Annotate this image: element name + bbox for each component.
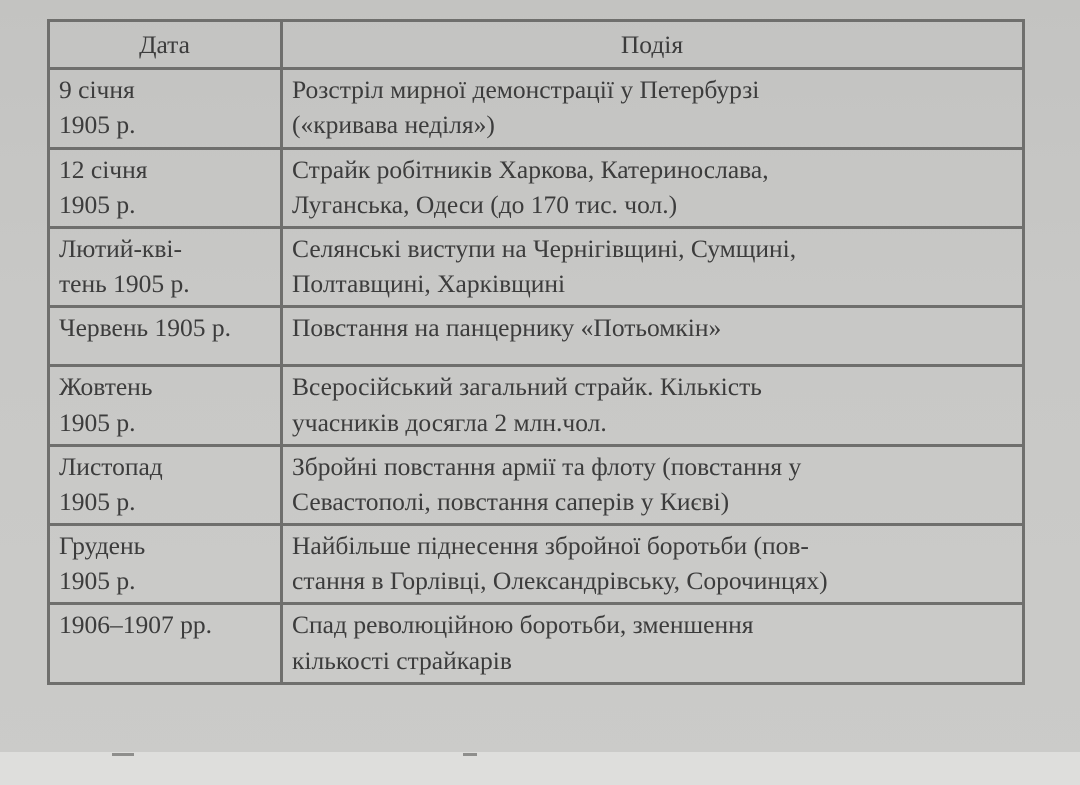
date-text-line: 1905 р. — [59, 566, 136, 596]
table-row — [49, 525, 1024, 604]
date-text-line: Листопад — [59, 451, 163, 481]
table-row — [49, 445, 1024, 524]
event-text-line: Повстання на панцернику «Потьомкін» — [292, 313, 722, 343]
date-text-line: тень 1905 р. — [59, 269, 190, 299]
event-text-line: Луганська, Одеси (до 170 тис. чол.) — [292, 189, 678, 219]
date-text-line: 1905 р. — [59, 486, 136, 516]
event-text-line: Полтавщині, Харківщині — [292, 269, 566, 299]
event-text-line: Спад революційною боротьби, зменшення — [292, 610, 754, 640]
event-cell — [282, 445, 1024, 524]
date-cell — [49, 227, 282, 306]
date-cell — [49, 604, 282, 683]
date-cell — [49, 69, 282, 148]
event-text-line: Страйк робітників Харкова, Катеринослава, — [292, 154, 769, 184]
table-row — [49, 227, 1024, 306]
table-row — [49, 148, 1024, 227]
date-text-line: 12 січня — [59, 154, 148, 184]
event-text-line: Розстріл мирної демонстрації у Петербурзі — [292, 75, 760, 105]
event-column-header: Подія — [282, 21, 1024, 69]
event-text-line: Всеросійський загальний страйк. Кількість — [292, 372, 762, 402]
event-cell — [282, 148, 1024, 227]
cut-off-text-fragment — [463, 753, 477, 756]
date-text-line: Лютий-кві- — [59, 233, 182, 263]
date-text-line: 1905 р. — [59, 407, 136, 437]
date-cell — [49, 525, 282, 604]
event-text-line: («кривава неділя») — [292, 110, 495, 140]
event-text-line: Збройні повстання армії та флоту (повстання у — [292, 451, 802, 481]
date-text-line: 1906–1907 рр. — [59, 610, 212, 640]
cut-off-text-fragment — [112, 753, 134, 756]
event-cell — [282, 366, 1024, 445]
table-row — [49, 69, 1024, 148]
event-cell — [282, 227, 1024, 306]
revolution-events-table — [47, 19, 1025, 685]
date-cell — [49, 366, 282, 445]
event-text-line: кількості страйкарів — [292, 645, 512, 675]
date-text-line: Жовтень — [59, 372, 153, 402]
table-row — [49, 307, 1024, 366]
page-bottom-margin — [0, 752, 1080, 785]
date-cell — [49, 445, 282, 524]
date-text-line: Червень 1905 р. — [59, 313, 232, 343]
event-text-line: Селянські виступи на Чернігівщині, Сумщині, — [292, 233, 797, 263]
table-row — [49, 604, 1024, 683]
date-text-line: Грудень — [59, 531, 146, 561]
date-text-line: 1905 р. — [59, 110, 136, 140]
event-text-line: Севастополі, повстання саперів у Києві) — [292, 486, 730, 516]
event-cell — [282, 69, 1024, 148]
date-text-line: 9 січня — [59, 75, 135, 105]
table-header-row — [49, 21, 1024, 69]
event-cell — [282, 525, 1024, 604]
table-row — [49, 366, 1024, 445]
event-text-line: стання в Горлівці, Олександрівську, Сорочинцях) — [292, 566, 828, 596]
event-text-line: Найбільше піднесення збройної боротьби (пов- — [292, 531, 809, 561]
event-cell — [282, 307, 1024, 366]
date-cell — [49, 307, 282, 366]
event-text-line: учасників досягла 2 млн.чол. — [292, 407, 607, 437]
date-text-line: 1905 р. — [59, 189, 136, 219]
date-column-header: Дата — [49, 21, 282, 69]
event-cell — [282, 604, 1024, 683]
date-cell — [49, 148, 282, 227]
